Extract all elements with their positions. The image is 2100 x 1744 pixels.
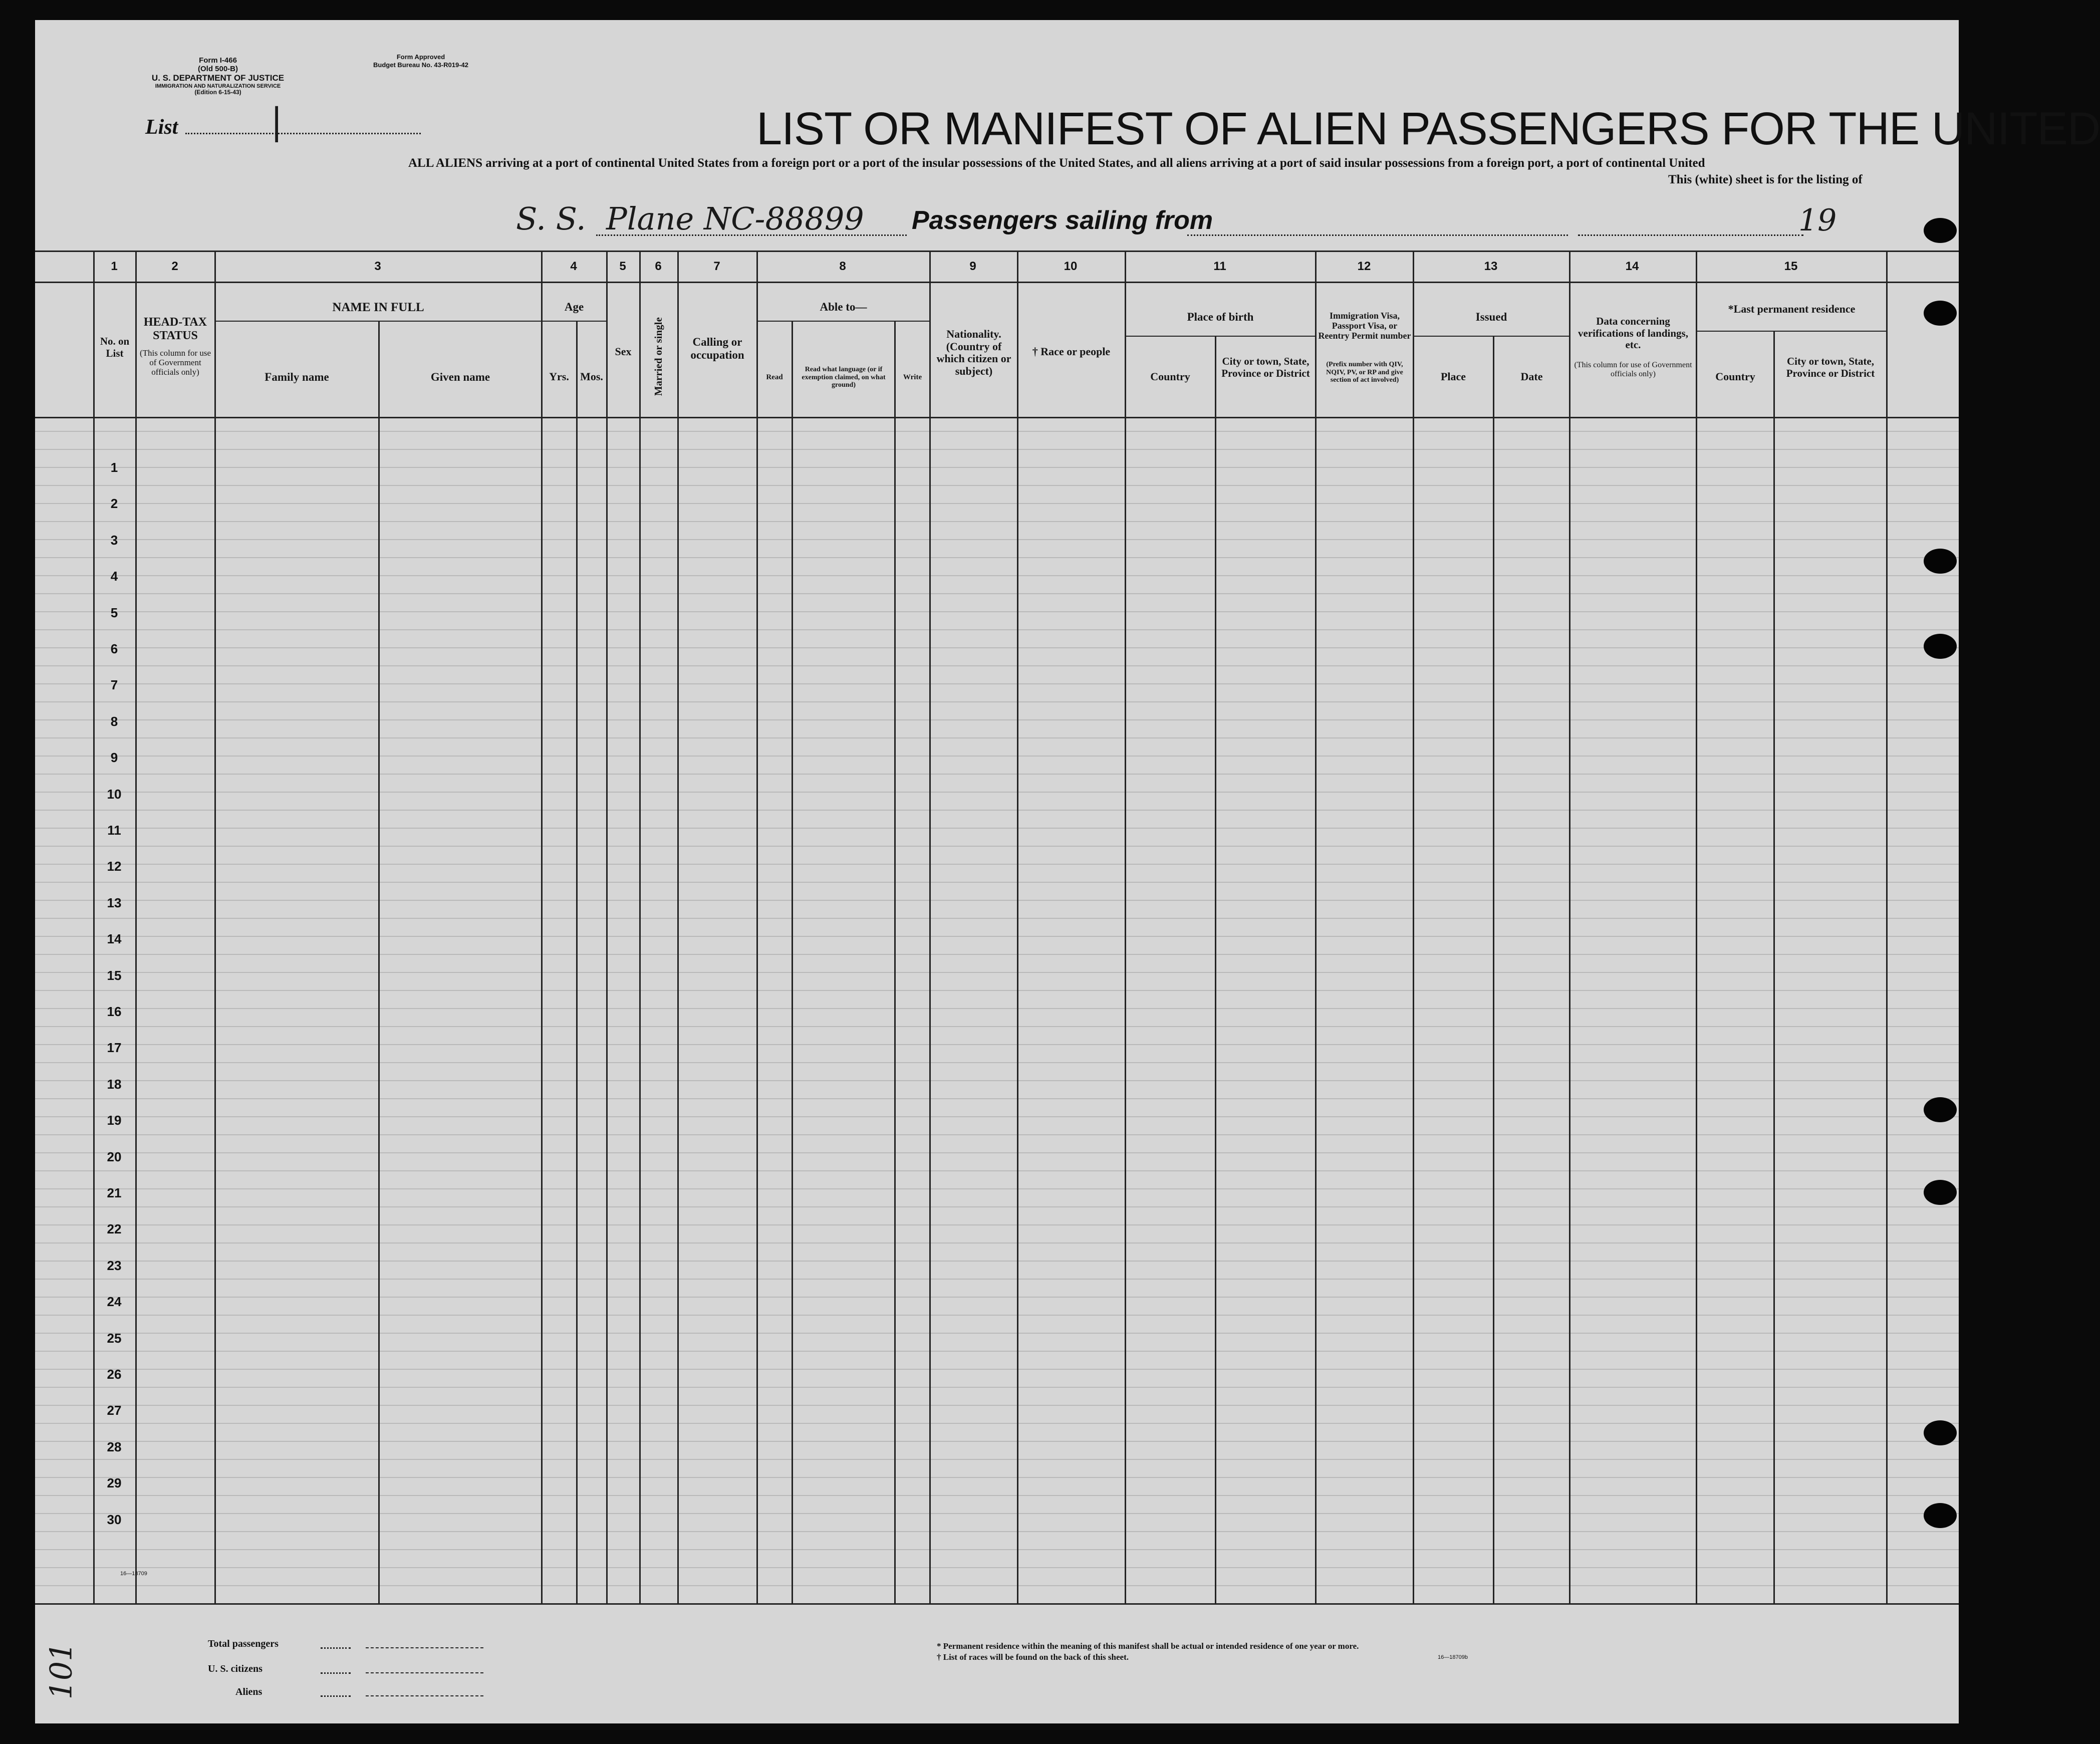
ruled-line [35,1477,1959,1478]
header-place-of-birth: Place of birth [1187,311,1254,323]
row-number: 7 [110,677,118,692]
form-approved: Form Approved [396,53,445,61]
ruled-line [35,1423,1959,1424]
ruled-line [35,467,1959,468]
ruled-line [35,846,1959,847]
ruled-line [35,1297,1959,1298]
colnum-9: 9 [969,260,976,273]
header-bottom-border [35,417,1959,418]
header-issued-place: Place [1440,370,1466,383]
ruled-line [35,521,1959,522]
birth-subheader-line [1125,336,1315,337]
col-divider-7 [677,251,679,1603]
total-passengers-dots [321,1647,351,1649]
total-passengers-label: Total passengers [208,1638,279,1649]
colnum-3: 3 [374,260,381,273]
ruled-line [35,990,1959,991]
header-read: Read [766,373,783,381]
colnum-1: 1 [111,260,118,273]
col-divider-5 [606,251,608,1603]
ruled-line [35,1008,1959,1009]
row-number: 2 [110,496,118,511]
ruled-line [35,828,1959,829]
colnum-8: 8 [839,260,846,273]
binder-hole [1924,549,1957,574]
ruled-line [35,1224,1959,1225]
ruled-line [35,864,1959,865]
colnum-11: 11 [1213,260,1226,273]
header-head-tax-note: (This column for use of Government officials only) [139,348,211,377]
manifest-title: LIST OR MANIFEST OF ALIEN PASSENGERS FOR THE UNITED [756,103,2100,154]
sailing-port-line[interactable] [1187,234,1568,236]
row-number: 6 [110,641,118,656]
ruled-line [35,701,1959,702]
approval-block [351,53,491,69]
ruled-line [35,1152,1959,1153]
us-citizens-field[interactable] [366,1672,483,1673]
header-no-on-list: No. on List [100,335,130,359]
ruled-line [35,719,1959,720]
ruled-line [35,1026,1959,1027]
ruled-line [35,1134,1959,1135]
header-write: Write [903,373,922,381]
ruled-line [35,1567,1959,1568]
binder-hole [1924,1097,1957,1122]
sailing-date-line[interactable] [1578,234,1803,236]
row-number: 19 [107,1113,122,1128]
aliens-field[interactable] [366,1695,483,1696]
row-number: 14 [107,931,122,946]
row-number: 12 [107,859,122,874]
header-visa-note: (Prefix number with QIV, NQIV, PV, or RP and give section of act involved) [1326,361,1403,384]
binder-hole [1924,301,1957,326]
ruled-line [35,774,1959,775]
row-number: 29 [107,1475,122,1490]
list-label: List [145,116,178,139]
ss-label: S. S. [516,200,586,237]
ruled-line [35,1242,1959,1243]
issued-subheader-line [1413,336,1569,337]
col-divider-name [378,321,380,1603]
ruled-line [35,1116,1959,1117]
row-number: 16 [107,1004,122,1019]
ruled-line [35,792,1959,793]
margin-note: 101 [44,1642,79,1700]
ruled-line [35,918,1959,919]
header-issued-date: Date [1520,370,1543,383]
ruled-line [35,1170,1959,1171]
header-given-name: Given name [430,371,490,383]
department-name: U. S. DEPARTMENT OF JUSTICE [151,73,285,83]
ruled-line [35,1279,1959,1280]
ruled-line [35,1369,1959,1370]
header-verifications: Data concerning verifications of landings, etc. [1578,315,1688,351]
ruled-line [35,1387,1959,1388]
row-number: 5 [110,605,118,620]
header-race: † Race or people [1032,345,1111,358]
header-issued: Issued [1475,311,1507,323]
col-divider-8 [756,251,758,1603]
col-divider-3 [214,251,216,1603]
col-divider-2 [135,251,137,1603]
ruled-line [35,1044,1959,1045]
row-number: 26 [107,1367,122,1382]
ruled-line [35,1080,1959,1081]
colnum-5: 5 [619,260,626,273]
row-number: 11 [107,823,121,838]
ruled-line [35,1549,1959,1550]
header-mos: Mos. [580,370,603,383]
binder-hole [1924,1503,1957,1528]
ruled-line [35,1351,1959,1352]
col-divider-issued [1493,336,1494,1603]
column-number-border [35,282,1959,283]
row-number: 13 [107,895,122,910]
service-name: IMMIGRATION AND NATURALIZATION SERVICE [155,83,281,89]
ruled-line [35,1188,1959,1189]
colnum-15: 15 [1784,260,1798,273]
header-able-to: Able to— [820,301,867,313]
total-passengers-field[interactable] [366,1647,483,1648]
row-number: 21 [107,1185,122,1200]
form-number: Form I-466 [199,56,237,65]
col-divider-residence [1773,331,1775,1603]
ruled-line [35,1585,1959,1586]
ruled-line [35,1315,1959,1316]
header-calling: Calling or occupation [690,336,744,361]
header-family-name: Family name [265,371,329,383]
sailing-year: 19 [1798,203,1837,238]
row-number: 15 [107,968,122,983]
list-value[interactable]: | [271,100,283,142]
name-subheader-line [214,321,541,322]
ruled-line [35,485,1959,486]
colnum-13: 13 [1484,260,1498,273]
ruled-line [35,900,1959,901]
ruled-line [35,1495,1959,1496]
ruled-line [35,665,1959,666]
ruled-line [35,810,1959,811]
header-birth-city: City or town, State, Province or District [1221,355,1310,379]
ruled-line [35,683,1959,684]
colnum-12: 12 [1357,260,1371,273]
ruled-line [35,611,1959,612]
row-number: 20 [107,1149,122,1164]
sailing-label: Passengers sailing from [912,206,1213,235]
col-divider-12 [1315,251,1317,1603]
ruled-line [35,1513,1959,1514]
header-nationality: Nationality. (Country of which citizen or subject) [936,328,1011,377]
row-number: 25 [107,1331,122,1346]
col-divider-6 [639,251,641,1603]
form-old-number: (Old 500-B) [197,65,238,74]
col-divider-1 [93,251,95,1603]
ruled-line [35,1098,1959,1099]
col-divider-write [894,321,896,1603]
table-bottom-border [35,1603,1959,1605]
col-divider-9 [929,251,931,1603]
header-read-language: Read what language (or if exemption claimed, on what ground) [802,366,886,389]
ruled-line [35,882,1959,883]
row-number: 1 [110,460,118,475]
ruled-line [35,1405,1959,1406]
row-number: 9 [110,750,118,765]
manifest-sheet [35,20,2100,1723]
col-divider-15 [1696,251,1697,1603]
header-sex: Sex [615,345,632,358]
col-divider-11 [1125,251,1126,1603]
ruled-line [35,1459,1959,1460]
ruled-line [35,1261,1959,1262]
header-res-country: Country [1715,370,1755,383]
col-divider-4 [541,251,543,1603]
footnote-races: † List of races will be found on the back of this sheet. [937,1652,1129,1662]
row-number: 10 [107,787,122,802]
aliens-label: Aliens [235,1686,262,1697]
row-number: 24 [107,1294,122,1309]
row-number: 3 [110,533,118,548]
ruled-line [35,629,1959,630]
row-number: 18 [107,1077,122,1092]
col-divider-birth [1215,336,1216,1603]
list-field-line[interactable] [185,133,421,134]
row-number: 17 [107,1040,122,1055]
ruled-line [35,954,1959,955]
ss-field-line [596,234,907,236]
binder-hole [1924,1180,1957,1205]
ruled-line [35,449,1959,450]
footnote-print-code: 16—18709b [1438,1654,1468,1660]
colnum-6: 6 [655,260,662,273]
ruled-line [35,1062,1959,1063]
col-divider-13 [1413,251,1414,1603]
ruled-line [35,1441,1959,1442]
ruled-line [35,972,1959,973]
colnum-4: 4 [570,260,577,273]
row-number: 4 [110,569,118,584]
header-birth-country: Country [1150,370,1190,383]
footnote-permanent: * Permanent residence within the meaning of this manifest shall be actual or intended residence of one year or more. [937,1641,1359,1651]
department-block [125,73,311,96]
ruled-line [35,936,1959,937]
ruled-line [35,503,1959,504]
header-married: Married or single [652,317,665,396]
form-id-block [160,56,276,74]
subtitle-line-2: This (white) sheet is for the listing of [1668,173,1863,186]
subtitle-line-1: ALL ALIENS arriving at a port of continental United States from a foreign port or a port of the insular possessions of the United States, and all aliens arriving at a port of said insular possessions from a foreign port, a port of continental United [408,156,1705,170]
ruled-line [35,737,1959,738]
colnum-14: 14 [1625,260,1639,273]
row-number: 22 [107,1221,122,1236]
col-divider-14 [1569,251,1570,1603]
col-divider-10 [1017,251,1018,1603]
col-divider-read [792,321,793,1603]
aliens-dots [321,1695,351,1697]
header-yrs: Yrs. [549,370,569,383]
ruled-line [35,647,1959,648]
header-head-tax: HEAD-TAX STATUS [143,316,207,342]
header-last-residence: *Last permanent residence [1728,303,1856,315]
header-name-in-full: NAME IN FULL [332,301,424,314]
residence-subheader-line [1696,331,1886,332]
ruled-line [35,539,1959,540]
budget-bureau: Budget Bureau No. 43-R019-42 [373,61,468,69]
ruled-line [35,575,1959,576]
header-verifications-note: (This column for use of Government officials only) [1574,361,1692,378]
row-number: 23 [107,1258,122,1273]
binder-hole [1924,1420,1957,1445]
ruled-line [35,1206,1959,1207]
ruled-line [35,557,1959,558]
row-number: 30 [107,1512,122,1527]
age-subheader-line [541,321,606,322]
colnum-2: 2 [171,260,178,273]
header-visa: Immigration Visa, Passport Visa, or Reentry Permit number [1318,311,1411,341]
table-top-border [35,251,1959,252]
header-res-city: City or town, State, Province or District [1786,355,1875,379]
ruled-line [35,1531,1959,1532]
us-citizens-label: U. S. citizens [208,1663,262,1674]
edition-date: (Edition 6-15-43) [194,89,241,96]
us-citizens-dots [321,1672,351,1674]
ruled-line [35,1333,1959,1334]
ss-value[interactable]: Plane NC-88899 [606,200,864,237]
header-age: Age [564,301,584,313]
ruled-line [35,431,1959,432]
row-number: 27 [107,1403,122,1418]
row-number: 28 [107,1439,122,1454]
col-divider-age [576,321,578,1603]
print-code-left: 16—18709 [120,1571,147,1577]
row-number: 8 [110,714,118,729]
colnum-10: 10 [1064,260,1078,273]
binder-hole [1924,218,1957,243]
colnum-7: 7 [713,260,720,273]
col-divider-end [1886,251,1888,1603]
able-subheader-line [756,321,929,322]
binder-hole [1924,634,1957,659]
ruled-line [35,593,1959,594]
ruled-line [35,756,1959,757]
